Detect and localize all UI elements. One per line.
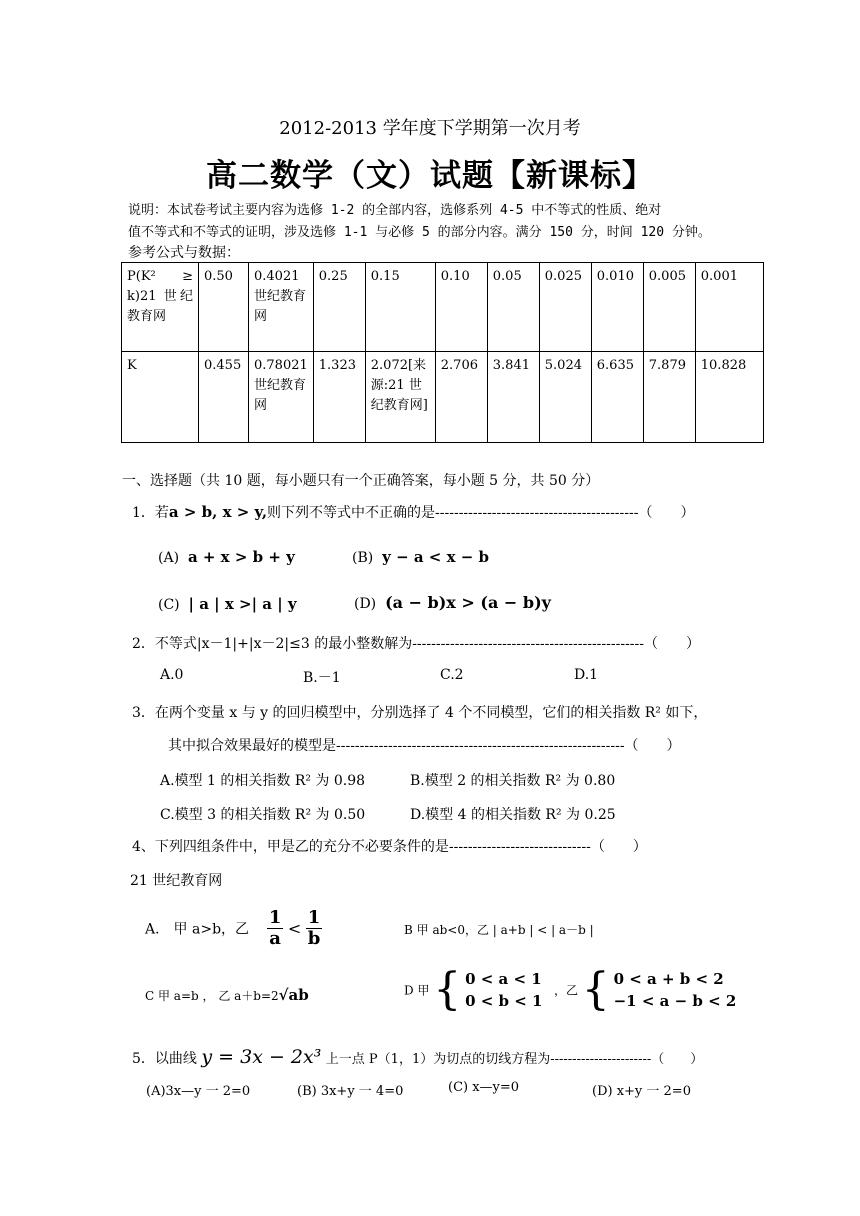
q3-option-c: C.模型 3 的相关指数 R² 为 0.50: [160, 807, 366, 823]
watermark-text: 21 世纪教育网: [130, 873, 223, 889]
q4-option-d: [404, 964, 737, 1015]
fraction-denominator: a: [269, 928, 281, 949]
option-label: (B): [352, 550, 374, 566]
option-label: (C): [158, 597, 180, 613]
question-4-stem: 4、下列四组条件中，甲是乙的充分不必要条件的是------------------------------（ ）: [132, 839, 647, 855]
option-text: | a | x >| a | y: [188, 595, 297, 613]
condition-line: 0 < b < 1: [465, 992, 543, 1010]
table-cell: 0.05: [487, 263, 539, 352]
table-cell: 0.10: [435, 263, 487, 352]
table-cell: 0.50: [199, 263, 249, 352]
q1-option-c: [158, 595, 297, 613]
table-cell: 10.828: [695, 352, 763, 443]
condition-jia: [465, 968, 542, 1012]
table-cell: 7.879: [643, 352, 695, 443]
fraction-denominator: b: [307, 928, 321, 949]
q2-option-d: D.1: [574, 667, 599, 683]
table-cell: 0.025: [539, 263, 591, 352]
exam-title: 高二数学（文）试题【新课标】: [206, 158, 654, 194]
q5-stem-prefix: 5．以曲线: [132, 1051, 197, 1067]
question-3-stem-line-1: 3．在两个变量 x 与 y 的回归模型中，分别选择了 4 个不同模型，它们的相关指数 R² 如下，: [132, 705, 708, 721]
table-cell: 0.001: [695, 263, 763, 352]
q2-option-c: C.2: [440, 667, 464, 683]
fraction-numerator: 1: [268, 907, 282, 928]
q2-option-a: A.0: [160, 667, 184, 683]
condition-yi: [614, 968, 737, 1012]
q1-option-a: [158, 548, 295, 566]
chi-square-table: [121, 262, 764, 443]
fraction-1-over-b: [306, 908, 323, 949]
q1-option-d: [354, 593, 551, 612]
option-text: D 甲: [404, 983, 430, 998]
sqrt-ab: √ab: [278, 986, 309, 1004]
question-5-stem: [132, 1046, 703, 1068]
table-cell: 1.323: [313, 352, 365, 443]
intro-line-1: 说明：本试卷考试主要内容为选修 1-2 的全部内容，选修系列 4-5 中不等式的性质、绝对: [128, 203, 662, 218]
q4-option-b: B 甲 ab<0，乙 | a+b | < | a－b |: [404, 923, 594, 937]
exam-subtitle: 2012-2013 学年度下学期第一次月考: [279, 118, 581, 139]
table-cell: 0.25: [313, 263, 365, 352]
table-cell: 0.15: [365, 263, 435, 352]
option-text: ，乙: [553, 983, 578, 998]
question-3-stem-line-2: 其中拟合效果最好的模型是-------------------------------------------------------------（ ）: [168, 738, 681, 754]
q5-option-a: (A)3x—y 一 2=0: [146, 1084, 251, 1099]
q1-stem-suffix: 则下列不等式中不正确的是-------------------------------------------（ ）: [267, 505, 695, 521]
option-text: a + x > b + y: [187, 548, 295, 566]
q1-stem-prefix: 1．若: [132, 505, 169, 521]
q5-option-c: (C) x—y=0: [448, 1080, 520, 1095]
fraction-numerator: 1: [307, 907, 321, 928]
table-cell: 0.78021世纪教育网: [249, 352, 314, 443]
option-text: (a − b)x > (a − b)y: [385, 593, 551, 612]
q4-option-a: [145, 908, 322, 949]
question-2-stem: 2．不等式|x－1|+|x－2|≤3 的最小整数解为-------------------------------------------------（ ）: [132, 636, 700, 652]
reference-label: 参考公式与数据：: [128, 245, 240, 261]
question-1-stem: [132, 502, 694, 522]
table-row: [122, 352, 764, 443]
table-cell: 0.4021世纪教育网: [249, 263, 314, 352]
table-cell: 2.706: [435, 352, 487, 443]
table-cell: 0.455: [199, 352, 249, 443]
q3-option-d: D.模型 4 的相关指数 R² 为 0.25: [410, 807, 616, 823]
table-row: [122, 263, 764, 352]
q2-option-b: B.－1: [303, 670, 341, 686]
fraction-1-over-a: [267, 908, 284, 949]
q5-option-d: (D) x+y 一 2=0: [592, 1084, 691, 1099]
table-cell: 0.010: [591, 263, 643, 352]
left-brace-icon: {: [433, 964, 462, 1015]
intro-line-2: 值不等式和不等式的证明，涉及选修 1-1 与必修 5 的部分内容。满分 150 分，时间 120 分钟。: [128, 225, 711, 240]
option-text: C 甲 a=b ， 乙 a＋b=2: [145, 989, 279, 1003]
q5-option-b: (B) 3x+y 一 4=0: [297, 1084, 404, 1099]
section-heading: 一、选择题（共 10 题，每小题只有一个正确答案，每小题 5 分，共 50 分）: [122, 473, 600, 489]
table-cell: 3.841: [487, 352, 539, 443]
condition-line: 0 < a + b < 2: [613, 970, 724, 988]
q3-option-b: B.模型 2 的相关指数 R² 为 0.80: [410, 773, 616, 789]
less-than-sign: <: [287, 919, 302, 938]
table-cell: 5.024: [539, 352, 591, 443]
q5-stem-suffix: 上一点 P（1，1）为切点的切线方程为-----------------------（ ）: [325, 1052, 704, 1067]
option-text: A． 甲 a>b，乙: [145, 921, 250, 938]
table-cell: K: [122, 352, 199, 443]
curve-equation: y = 3x − 2x³: [201, 1046, 322, 1068]
option-label: (D): [354, 596, 377, 612]
q1-option-b: [352, 548, 489, 566]
left-brace-icon: {: [581, 964, 610, 1015]
condition-line: −1 < a − b < 2: [613, 992, 737, 1010]
q4-option-c: [145, 986, 309, 1004]
table-cell: P(K² ≥ k)21 世纪教育网: [122, 263, 199, 352]
table-cell: 0.005: [643, 263, 695, 352]
table-cell: 2.072[来源:21 世纪教育网]: [365, 352, 435, 443]
q3-option-a: A.模型 1 的相关指数 R² 为 0.98: [160, 773, 366, 789]
option-label: (A): [158, 550, 180, 566]
q1-condition: a > b, x > y,: [168, 503, 268, 521]
option-text: y − a < x − b: [382, 548, 490, 566]
condition-line: 0 < a < 1: [465, 970, 542, 988]
table-cell: 6.635: [591, 352, 643, 443]
